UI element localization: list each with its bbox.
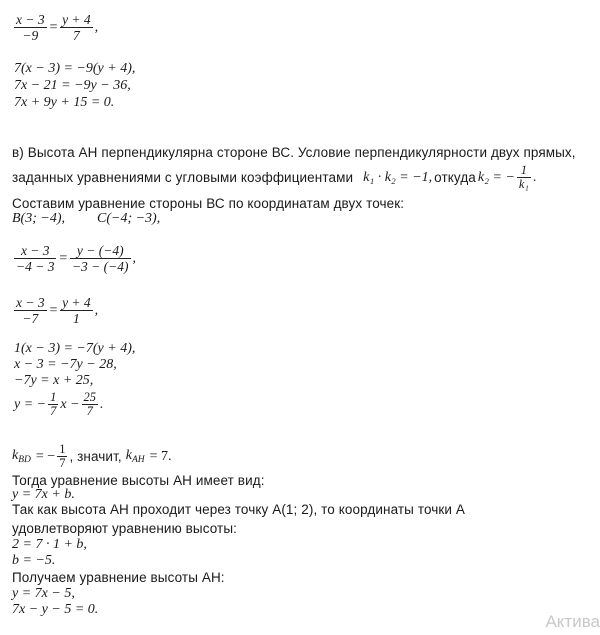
denominator: −9 bbox=[22, 28, 39, 43]
denominator: 7 bbox=[86, 404, 93, 418]
activation-watermark: Актива bbox=[545, 612, 600, 631]
perpendicular-condition: k₁ · k₂ = −1, bbox=[363, 169, 433, 185]
bc-equation-lines bbox=[14, 341, 135, 389]
equation-line: 7(x − 3) = −9(y + 4), bbox=[14, 61, 136, 76]
k-symbol: k bbox=[12, 448, 19, 463]
denominator: k₁ bbox=[518, 177, 529, 191]
fraction bbox=[57, 443, 67, 470]
equation-line: 7x − y − 5 = 0. bbox=[12, 602, 99, 617]
y-slope-equation bbox=[14, 391, 104, 418]
equation-line: 7x + 9y + 15 = 0. bbox=[14, 95, 115, 110]
denominator: 7 bbox=[50, 404, 57, 418]
k-ah bbox=[126, 448, 145, 465]
then-line: Тогда уравнение высоты AH имеет вид: bbox=[12, 473, 265, 488]
fraction bbox=[14, 295, 47, 326]
k-symbol: k bbox=[125, 448, 132, 463]
substitution-lines bbox=[12, 537, 87, 569]
punctuation: , bbox=[94, 19, 99, 35]
denominator: −3 − (−4) bbox=[71, 259, 129, 274]
k-ah-value: = 7. bbox=[149, 448, 172, 464]
numerator: y − (−4) bbox=[70, 243, 131, 259]
fraction bbox=[14, 12, 47, 43]
denominator: −7 bbox=[22, 311, 39, 326]
fraction bbox=[60, 12, 93, 43]
numerator: 1 bbox=[50, 390, 57, 404]
point-b: B(3; −4), bbox=[12, 211, 65, 226]
subscript-bd: BD bbox=[18, 455, 31, 465]
compose-line: Составим уравнение стороны ВС по координатам двух точек: bbox=[12, 196, 405, 211]
bc-fraction-equation-1 bbox=[14, 243, 136, 274]
denominator: 7 bbox=[59, 456, 66, 470]
fraction bbox=[70, 243, 131, 274]
satisfy-line: удовлетворяют уравнению высоты: bbox=[12, 521, 237, 536]
equation-line: b = −5. bbox=[12, 553, 56, 568]
fraction bbox=[82, 391, 99, 418]
intro-then: откуда bbox=[434, 170, 476, 185]
final-equation-lines bbox=[12, 586, 98, 618]
punctuation: , bbox=[132, 250, 137, 266]
point-c: C(−4; −3), bbox=[97, 211, 161, 226]
intro-text: заданных уравнениями с угловыми коэффициентами bbox=[12, 170, 354, 185]
punctuation: , bbox=[94, 302, 99, 318]
equals-sign: = bbox=[58, 250, 68, 266]
punctuation: . bbox=[100, 396, 104, 412]
top-fraction-equation bbox=[14, 12, 98, 43]
section-v-intro-line1: в) Высота АН перпендикулярна стороне ВС. Условие перпендикулярности двух прямых, bbox=[12, 145, 576, 160]
y-mid: x − bbox=[60, 396, 80, 412]
k2-label: k₂ = − bbox=[477, 169, 515, 185]
y-prefix: y = − bbox=[14, 396, 47, 412]
section-v-intro-line2 bbox=[12, 164, 536, 191]
numerator: y + 4 bbox=[62, 12, 91, 27]
bc-fraction-equation-2 bbox=[14, 295, 98, 326]
numerator: x − 3 bbox=[14, 243, 56, 259]
equation-line: 1(x − 3) = −7(y + 4), bbox=[14, 341, 136, 356]
equation-line: −7y = x + 25, bbox=[14, 373, 94, 388]
equation-line: 2 = 7 · 1 + b, bbox=[12, 537, 87, 552]
k-bd bbox=[12, 448, 31, 465]
denominator: −4 − 3 bbox=[16, 259, 55, 274]
thus-text: , значит, bbox=[69, 449, 122, 464]
equation-line: 7x − 21 = −9y − 36, bbox=[14, 78, 131, 93]
punctuation: . bbox=[532, 169, 537, 185]
numerator: 1 bbox=[59, 442, 66, 456]
numerator: x − 3 bbox=[16, 295, 45, 310]
equals-sign: = bbox=[48, 302, 59, 318]
since-line: Так как высота AH проходит через точку A(1; 2), то координаты точки A bbox=[12, 502, 466, 517]
equation-line: y = 7x − 5, bbox=[12, 586, 75, 601]
result-line: Получаем уравнение высоты AH: bbox=[12, 570, 225, 585]
equals-sign: = bbox=[48, 19, 59, 35]
top-equation-lines bbox=[14, 60, 135, 111]
fraction bbox=[48, 391, 58, 418]
numerator: x − 3 bbox=[16, 12, 45, 27]
numerator: 25 bbox=[83, 390, 97, 404]
fraction bbox=[14, 243, 56, 274]
slope-line bbox=[12, 443, 172, 470]
numerator: 1 bbox=[517, 164, 531, 178]
equals-minus: = − bbox=[35, 448, 56, 464]
equation-line: x − 3 = −7y − 28, bbox=[14, 357, 117, 372]
k2-fraction bbox=[517, 164, 531, 191]
fraction bbox=[60, 295, 93, 326]
subscript-ah: AH bbox=[131, 455, 145, 465]
denominator: 1 bbox=[72, 311, 80, 326]
numerator: y + 4 bbox=[62, 295, 91, 310]
equation-b: y = 7x + b. bbox=[12, 487, 75, 502]
denominator: 7 bbox=[72, 28, 80, 43]
